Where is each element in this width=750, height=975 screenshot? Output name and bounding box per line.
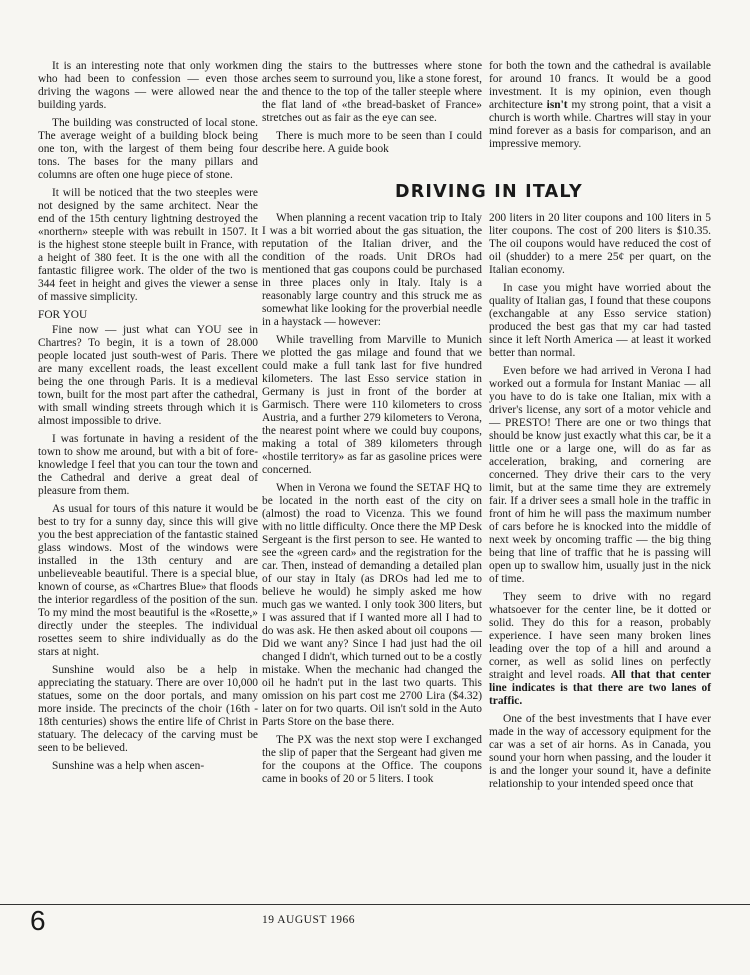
paragraph: It will be noticed that the two steeples were not designed by the same architect. Near the end of the 15th century lightning destroyed the «northern» steeple with was rebuilt in 1507. It is the highest stone steeple built in France, with a height of 380 feet. It is the one with all the fantastic filigree work. The older of the two is 344 feet in height and gives the viewer a sense of massive simplicity. [38,187,258,303]
footer-rule [0,904,750,905]
paragraph: Sunshine would also be a help in appreciating the statuary. There are over 10,000 statues, some on the door portals, and many more inside. The precincts of the choir (16th - 18th centuries) shows the entire life of Christ in statuary. The delecacy of the carving must be seen to be believed. [38,664,258,754]
paragraph: There is much more to be seen than I could describe here. A guide book [262,130,482,155]
paragraph: Even before we had arrived in Verona I had worked out a formula for Instant Maniac — all you have to do is take one Italian, mix with a driver's license, any sort of a motor vehicle and — PRESTO! There are one or two things that should be know just exactly what this car, be it a little one or a large one, will do as far as acceleration, braking, and cornering are concerned. They drive their cars to the very limit, but at the same time they are extremely fair. If a driver sees a small hole in the traffic in front of him he will pass the maximum number of cars before he is knocked into the middle of next week by oncoming traffic — the big thing being that line of traffic that he is passing will open up to swallow him, usually just in the nick of time. [489,365,711,585]
paragraph: ding the stairs to the buttresses where stone arches seem to surround you, like a stone forest, and thence to the top of the taller steeple where the flat land of «the bread-basket of France» stretches out as fair as the eye can see. [262,60,482,124]
section-heading-for-you: FOR YOU [38,309,88,321]
article-headline: DRIVING IN ITALY [395,182,583,202]
paragraph: I was fortunate in having a resident of the town to show me around, but with a bit of fore-knowledge I feel that you can tour the town and the Cathedral and derive a great deal of pleasure from them. [38,433,258,497]
paragraph [489,60,711,151]
paragraph: 200 liters in 20 liter coupons and 100 liters in 5 liter coupons. The cost of 200 liters is $10.35. The oil coupons would have reduced the cost of oil (shudder) to a mere 25¢ per quart, on the Italian economy. [489,212,711,276]
paragraph: When planning a recent vacation trip to Italy I was a bit worried about the gas situation, the reputation of the Italian driver, and the condition of the roads. Unit DROs had mentioned that gas coupons could be purchased in three places only in Italy. Italy is a reasonably large country and this struck me as somewhat like looking for the proverbial needle in a haystack — however: [262,212,482,328]
emphasis: All that that center line indicates is that there are two lanes of traffic. [489,669,711,707]
paragraph: The building was constructed of local stone. The average weight of a building block being one ton, with the largest of them being four tons. The bases for the many pillars and columns are often one huge piece of stone. [38,117,258,181]
paragraph [489,591,711,708]
text-run: They seem to drive with no regard whatsoever for the center line, be it dotted or solid. They do this for a reason, probably experience. I have seen many broken lines leading over the top of a hill and around a corner, as well as solid lines on perfectly straight and level roads. [489,591,711,681]
issue-date: 19 AUGUST 1966 [262,914,356,926]
column-2-top [262,60,482,161]
column-2-article [262,212,482,791]
paragraph: Sunshine was a help when ascen- [52,760,205,772]
page-number: 6 [30,905,46,936]
paragraph: In case you might have worried about the quality of Italian gas, I found that these coupons (exchangable at any Esso service station) produced the best gas that my car had tasted since it left North America — at least it worked better than normal. [489,282,711,359]
text-run: for both the town and the cathedral is available for around 10 francs. It would be a good investment. It is my opinion, even though architecture [489,60,711,111]
paragraph: It is an interesting note that only workmen who had been to confession — even those driving the wagons — were allowed near the building yards. [38,60,258,111]
paragraph: When in Verona we found the SETAF HQ to be located in the north east of the city on (almost) the road to Vicenza. This we found with no little difficulty. Once there the MP Desk Sergeant is the first person to see. He wanted to see the «green card» and the registration for the car. Then, instead of demanding a detailed plan of our stay in Italy (as DROs had led me to believe he would) he simply asked me how much gas we wanted. I only took 300 liters, but I was assured that if I wanted more all I had to do was ask. He then asked about oil coupons — Did we want any? Since I had just had the oil changed I didn't, which turned out to be a costly mistake. When the mechanic had changed the oil he hadn't put in the last two quarts. This omission on his part cost me 2700 Lira ($4.32) later on for two quarts. Oil isn't sold in the Auto Parts Store on the base there. [262,482,482,728]
emphasis: isn't [546,99,568,111]
paragraph: As usual for tours of this nature it would be best to try for a sunny day, since this will give you the best appreciation of the fantastic stained glass windows. Most of the windows were installed in the 13th century and are unbelieveable beautiful. There is a special blue, known of course, as «Chartres Blue» that floods the interior regardless of the position of the sun. To my mind the most beautiful is the «Rosette,» directly under the steeples. The individual rosettes seem to shire individually as do the stars at night. [38,503,258,658]
column-1 [38,60,258,778]
column-3-top [489,60,711,156]
paragraph: The PX was the next stop were I exchanged the slip of paper that the Sergeant had given me for the coupons at the Office. The coupons came in books of 20 or 5 liters. I took [262,734,482,785]
paragraph: While travelling from Marville to Munich we plotted the gas milage and found that we could make a full tank last for five hundred kilometers. The last Esso service station in Germany is just in front of the border at Garmisch. There were 110 kilometers to cross Austria, and a further 279 kilometers to Verona, the nearest point where we could buy coupons, making a total of 389 kilometers through «hostile territory» as far as gasoline prices were concerned. [262,334,482,476]
paragraph: Fine now — just what can YOU see in Chartres? To begin, it is a town of 28.000 people located just south-west of Paris. There are many excellent roads, the least excellent being the one through Paris. It is a medieval town, built for the most part after the cathedral, with small winding streets through which it is almost impossible to drive. [38,324,258,427]
text-run: my strong point, that a visit a church is worth while. Chartres will stay in your mind forever as a basis for comparison, and an impressive memory. [489,99,711,150]
column-3-article [489,212,711,796]
paragraph: One of the best investments that I have ever made in the way of accessory equipment for the car was a set of air horns. As in Canada, you sound your horn when passing, and the louder it is and the longer your sound it, have a definite relationship to your intended speed once that [489,713,711,790]
